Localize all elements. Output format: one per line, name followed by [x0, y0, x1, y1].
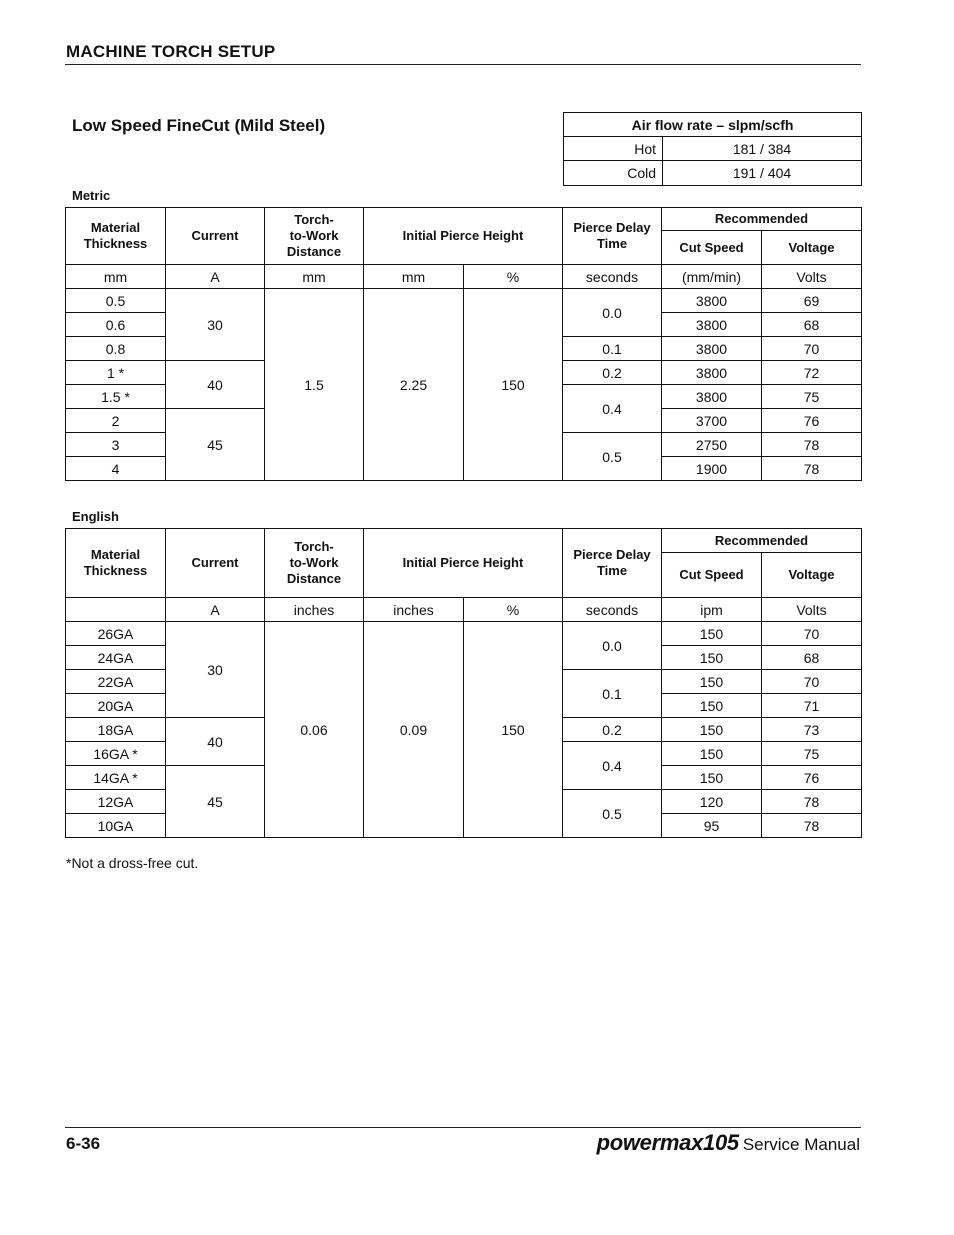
cut-speed-cell: 3800	[662, 385, 762, 409]
cut-speed-cell: 150	[662, 718, 762, 742]
thickness-cell: 20GA	[66, 694, 166, 718]
header-recommended: Recommended	[662, 529, 862, 553]
torch-distance-cell: 0.06	[265, 622, 364, 838]
unit-cell: inches	[364, 598, 464, 622]
voltage-cell: 68	[762, 313, 862, 337]
current-cell: 45	[166, 766, 265, 838]
current-cell: 40	[166, 718, 265, 766]
header-cut-speed: Cut Speed	[662, 231, 762, 265]
thickness-cell: 1 *	[66, 361, 166, 385]
thickness-cell: 3	[66, 433, 166, 457]
voltage-cell: 78	[762, 457, 862, 481]
pierce-height-cell: 0.09	[364, 622, 464, 838]
voltage-cell: 68	[762, 646, 862, 670]
voltage-cell: 76	[762, 409, 862, 433]
unit-cell: ipm	[662, 598, 762, 622]
airflow-label: Hot	[564, 137, 663, 161]
voltage-cell: 78	[762, 814, 862, 838]
voltage-cell: 73	[762, 718, 862, 742]
current-cell: 40	[166, 361, 265, 409]
thickness-cell: 2	[66, 409, 166, 433]
metric-label: Metric	[72, 188, 111, 203]
thickness-cell: 1.5 *	[66, 385, 166, 409]
unit-cell: A	[166, 598, 265, 622]
unit-cell	[66, 598, 166, 622]
header-pierce-delay: Pierce Delay Time	[563, 529, 662, 598]
voltage-cell: 70	[762, 622, 862, 646]
page-title: Low Speed FineCut (Mild Steel)	[72, 116, 326, 135]
cut-speed-cell: 150	[662, 694, 762, 718]
thickness-cell: 12GA	[66, 790, 166, 814]
footer-brand	[597, 1130, 860, 1156]
voltage-cell: 70	[762, 337, 862, 361]
thickness-cell: 24GA	[66, 646, 166, 670]
header-torch-to-work: Torch- to-Work Distance	[265, 529, 364, 598]
unit-cell: seconds	[563, 598, 662, 622]
torch-distance-cell: 1.5	[265, 289, 364, 481]
pierce-height-pct-cell: 150	[464, 289, 563, 481]
header-current: Current	[166, 208, 265, 265]
current-cell: 30	[166, 622, 265, 718]
header-voltage: Voltage	[762, 553, 862, 598]
pierce-delay-cell: 0.4	[563, 742, 662, 790]
header-material-thickness: Material Thickness	[66, 208, 166, 265]
voltage-cell: 75	[762, 742, 862, 766]
voltage-cell: 76	[762, 766, 862, 790]
airflow-value: 191 / 404	[663, 161, 862, 186]
english-label: English	[72, 509, 119, 524]
header-voltage: Voltage	[762, 231, 862, 265]
cut-speed-cell: 2750	[662, 433, 762, 457]
cut-speed-cell: 150	[662, 766, 762, 790]
unit-cell: seconds	[563, 265, 662, 289]
voltage-cell: 75	[762, 385, 862, 409]
cut-speed-cell: 3700	[662, 409, 762, 433]
unit-cell: Volts	[762, 598, 862, 622]
header-initial-pierce-height: Initial Pierce Height	[364, 529, 563, 598]
header-material-thickness: Material Thickness	[66, 529, 166, 598]
voltage-cell: 78	[762, 790, 862, 814]
voltage-cell: 71	[762, 694, 862, 718]
unit-cell: (mm/min)	[662, 265, 762, 289]
thickness-cell: 4	[66, 457, 166, 481]
unit-cell: mm	[66, 265, 166, 289]
pierce-delay-cell: 0.0	[563, 289, 662, 337]
section-header: MACHINE TORCH SETUP	[66, 42, 276, 61]
footnote: *Not a dross-free cut.	[66, 855, 199, 871]
pierce-delay-cell: 0.4	[563, 385, 662, 433]
thickness-cell: 22GA	[66, 670, 166, 694]
header-cut-speed: Cut Speed	[662, 553, 762, 598]
thickness-cell: 18GA	[66, 718, 166, 742]
voltage-cell: 72	[762, 361, 862, 385]
header-current: Current	[166, 529, 265, 598]
thickness-cell: 14GA *	[66, 766, 166, 790]
brand-logo: powermax105	[596, 1130, 739, 1155]
pierce-delay-cell: 0.1	[563, 670, 662, 718]
cut-speed-cell: 150	[662, 622, 762, 646]
pierce-delay-cell: 0.5	[563, 790, 662, 838]
unit-cell: mm	[364, 265, 464, 289]
pierce-height-pct-cell: 150	[464, 622, 563, 838]
thickness-cell: 0.8	[66, 337, 166, 361]
pierce-height-cell: 2.25	[364, 289, 464, 481]
airflow-label: Cold	[564, 161, 663, 186]
cut-speed-cell: 3800	[662, 361, 762, 385]
header-rule	[65, 64, 861, 65]
cut-speed-cell: 3800	[662, 289, 762, 313]
cut-speed-cell: 95	[662, 814, 762, 838]
thickness-cell: 0.5	[66, 289, 166, 313]
header-recommended: Recommended	[662, 208, 862, 231]
pierce-delay-cell: 0.5	[563, 433, 662, 481]
metric-table	[65, 207, 862, 481]
voltage-cell: 78	[762, 433, 862, 457]
cut-speed-cell: 150	[662, 670, 762, 694]
cut-speed-cell: 120	[662, 790, 762, 814]
english-table	[65, 528, 862, 838]
pierce-delay-cell: 0.2	[563, 361, 662, 385]
footer-rule	[65, 1127, 861, 1128]
pierce-delay-cell: 0.2	[563, 718, 662, 742]
thickness-cell: 0.6	[66, 313, 166, 337]
voltage-cell: 70	[762, 670, 862, 694]
cut-speed-cell: 3800	[662, 337, 762, 361]
thickness-cell: 26GA	[66, 622, 166, 646]
cut-speed-cell: 150	[662, 646, 762, 670]
current-cell: 30	[166, 289, 265, 361]
current-cell: 45	[166, 409, 265, 481]
cut-speed-cell: 1900	[662, 457, 762, 481]
airflow-header: Air flow rate – slpm/scfh	[564, 113, 862, 137]
thickness-cell: 10GA	[66, 814, 166, 838]
unit-cell: %	[464, 265, 563, 289]
manual-title: Service Manual	[742, 1135, 860, 1154]
header-pierce-delay: Pierce Delay Time	[563, 208, 662, 265]
airflow-table	[563, 112, 862, 186]
pierce-delay-cell: 0.1	[563, 337, 662, 361]
page-number: 6-36	[66, 1134, 101, 1153]
unit-cell: inches	[265, 598, 364, 622]
pierce-delay-cell: 0.0	[563, 622, 662, 670]
unit-cell: mm	[265, 265, 364, 289]
thickness-cell: 16GA *	[66, 742, 166, 766]
cut-speed-cell: 3800	[662, 313, 762, 337]
unit-cell: A	[166, 265, 265, 289]
airflow-value: 181 / 384	[663, 137, 862, 161]
cut-speed-cell: 150	[662, 742, 762, 766]
unit-cell: Volts	[762, 265, 862, 289]
unit-cell: %	[464, 598, 563, 622]
voltage-cell: 69	[762, 289, 862, 313]
header-torch-to-work: Torch- to-Work Distance	[265, 208, 364, 265]
header-initial-pierce-height: Initial Pierce Height	[364, 208, 563, 265]
